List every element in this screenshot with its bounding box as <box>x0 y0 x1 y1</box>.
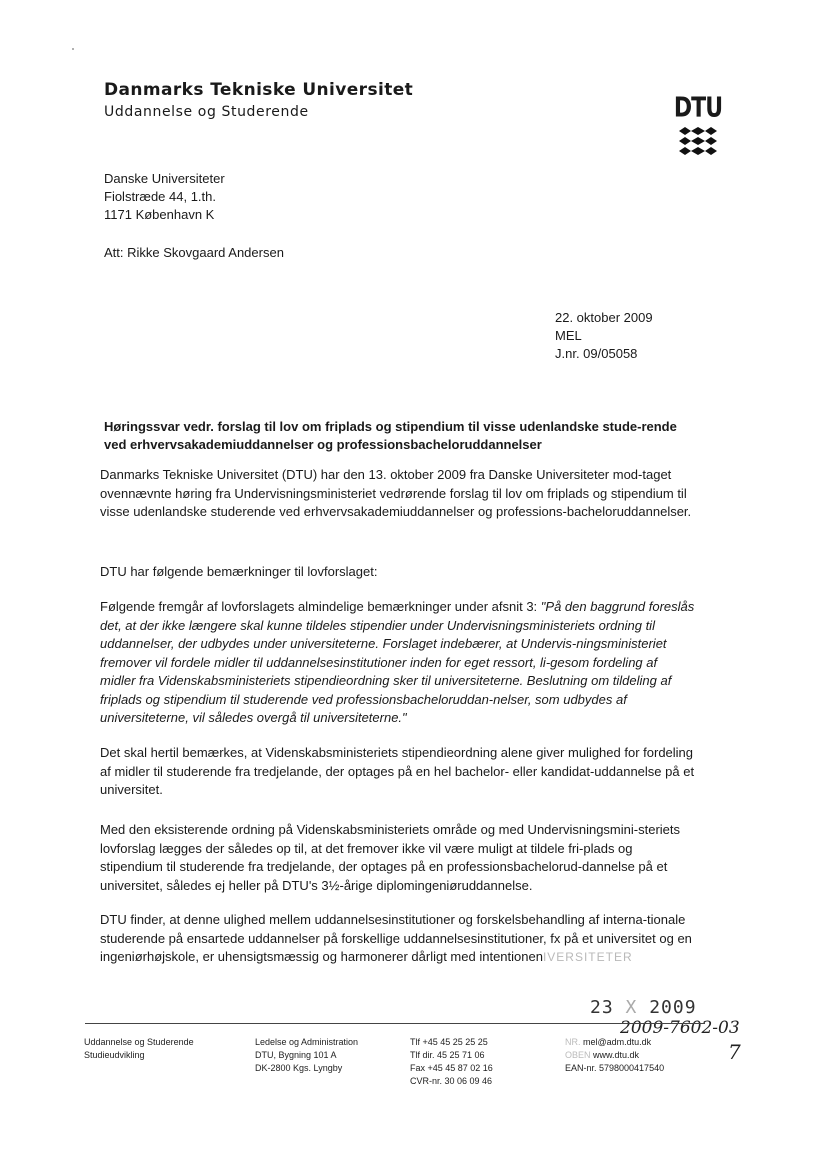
logo-emblem-icon <box>677 126 719 156</box>
footer-line: Uddannelse og Studerende <box>84 1037 194 1047</box>
paragraph-text: DTU finder, at denne ulighed mellem uddannelsesinstitutioner og forskelsbehandling af interna-tionale studerende på ensartede uddannelser på forskellige uddannelsesinstitutioner, fx på et universitet og en ingeniørhøjskole, er uhensigtsmæssig og harmonerer dårligt med intentionen <box>100 912 692 964</box>
footer-line: Fax +45 45 87 02 16 <box>410 1063 493 1073</box>
footer-line: Tlf +45 45 25 25 25 <box>410 1037 488 1047</box>
scan-speck <box>72 48 74 50</box>
footer-line: Studieudvikling <box>84 1050 145 1060</box>
received-date-stamp <box>590 997 697 1018</box>
footer-web: www.dtu.dk <box>593 1050 640 1060</box>
stamp-fragment: OBEN <box>565 1050 591 1060</box>
footer-contact <box>565 1036 664 1075</box>
stamp-year: 2009 <box>649 997 697 1018</box>
footer-divider <box>85 1023 705 1024</box>
department-name: Uddannelse og Studerende <box>104 104 309 120</box>
address-line: Danske Universiteter <box>104 171 225 186</box>
handwritten-note: 7 <box>728 1040 741 1064</box>
stamp-day: 23 <box>590 997 614 1018</box>
letter-initials: MEL <box>555 328 582 343</box>
footer-department <box>84 1036 194 1062</box>
address-line: 1171 København K <box>104 207 215 222</box>
logo-text: DTU <box>673 92 723 124</box>
address-line: Fiolstræde 44, 1.th. <box>104 189 216 204</box>
dtu-logo <box>673 92 723 156</box>
footer-ean: EAN-nr. 5798000417540 <box>565 1063 665 1073</box>
footer-line: DK-2800 Kgs. Lyngby <box>255 1063 343 1073</box>
attention-line: Att: Rikke Skovgaard Andersen <box>104 245 284 260</box>
body-paragraph: Danmarks Tekniske Universitet (DTU) har den 13. oktober 2009 fra Danske Universiteter mod-taget ovennævnte høring fra Undervisningsministeriet vedrørende forslag til lov om friplads og stipendium til visse udenlandske studerende ved erhvervsakademiuddannelser og professions-bacheloruddannelser. <box>100 467 692 519</box>
footer-line: Ledelse og Administration <box>255 1037 359 1047</box>
footer-line: DTU, Bygning 101 A <box>255 1050 337 1060</box>
body-paragraph: Det skal hertil bemærkes, at Videnskabsministeriets stipendieordning alene giver mulighed for fordeling af midler til studerende fra tredjelande, der optages på en hel bachelor- eller kandidat-uddannelse på et universitet. <box>100 745 695 797</box>
footer-email: mel@adm.dtu.dk <box>583 1037 652 1047</box>
footer-line: Tlf dir. 45 25 71 06 <box>410 1050 485 1060</box>
footer-address <box>255 1036 358 1075</box>
letter-date: 22. oktober 2009 <box>555 310 653 325</box>
body-paragraph: Med den eksisterende ordning på Videnskabsministeriets område og med Undervisningsmini-steriets lovforslag lægges der således op til, at det fremover ikke vil være muligt at tildele fri-plads og stipendium til studerende fra tredjelande, der optages på en professionsbachelorud-dannelse på et universitet, således ej heller på DTU's 3½-årige diplomingeniøruddannelse. <box>100 822 680 893</box>
stamp-month: X <box>625 997 638 1018</box>
received-stamp-fragment: IVERSITETER <box>542 950 633 964</box>
journal-number: J.nr. 09/05058 <box>555 346 638 361</box>
quote-paragraph <box>100 598 695 728</box>
letter-meta <box>555 309 653 363</box>
recipient-address <box>104 170 225 224</box>
footer-phone <box>410 1036 493 1088</box>
quote-intro: Følgende fremgår af lovforslagets almindelige bemærkninger under afsnit 3: <box>100 599 541 614</box>
university-name: Danmarks Tekniske Universitet <box>104 80 414 100</box>
body-paragraph <box>100 911 695 967</box>
quoted-text: "På den baggrund foreslås det, at der ikke længere skal kunne tildeles stipendier under Undervisningsministeriets ordning til uddannelser, der udbydes under universiteterne. Forslaget indebærer, at Undervis-ningsministeriet fremover vil fordele midler til uddannelsesinstitutioner inden for eget ressort, li-gesom fordeling af midler fra Videnskabsministeriets stipendieordning sker til universiteterne. Beslutning om tildeling af friplads og stipendium til studerende ved professionsbacheloruddan-nelser, som udbydes af universiteterne, vil således overgå til universiteterne." <box>100 599 695 725</box>
footer-line: CVR-nr. 30 06 09 46 <box>410 1076 493 1086</box>
body-paragraph: DTU har følgende bemærkninger til lovforslaget: <box>100 564 378 579</box>
handwritten-reference: 2009-7602-03 <box>620 1018 740 1038</box>
stamp-fragment: NR. <box>565 1037 581 1047</box>
letter-subject: Høringssvar vedr. forslag til lov om friplads og stipendium til visse udenlandske stude-rende ved erhvervsakademiuddannelser og professionsbacheloruddannelser <box>104 419 677 452</box>
